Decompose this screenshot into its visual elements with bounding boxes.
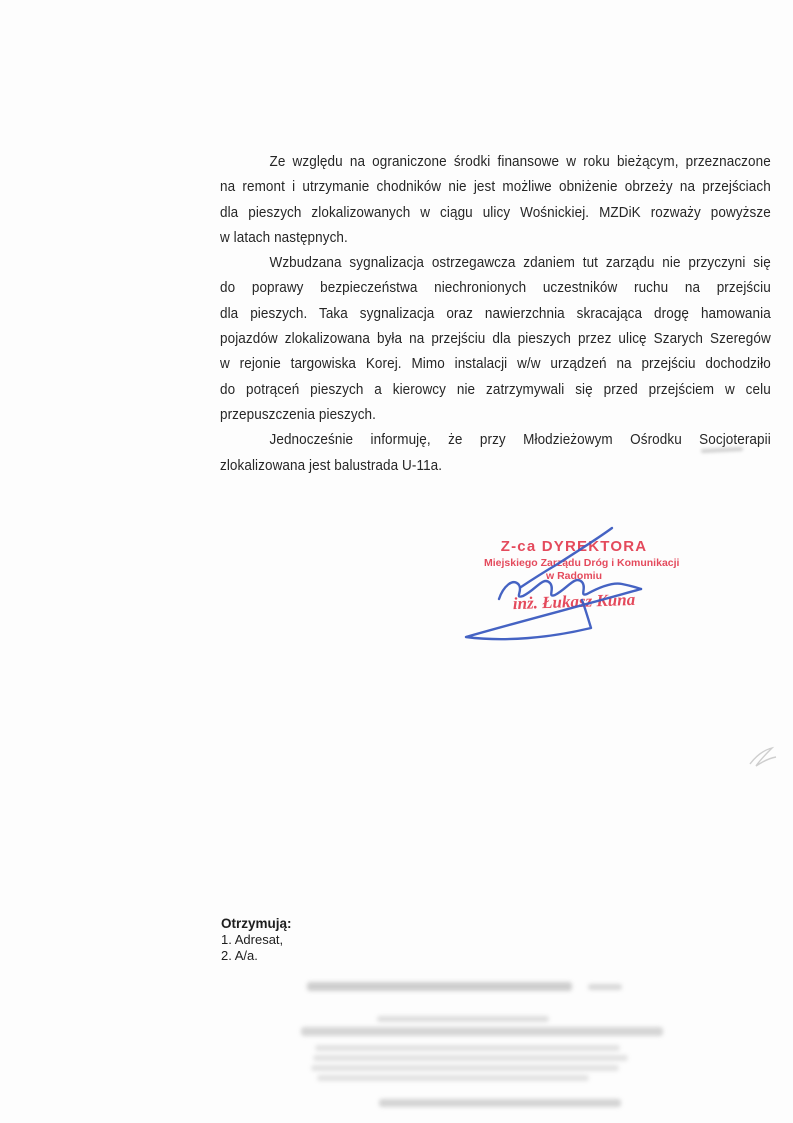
ghost-text-line: [311, 1065, 619, 1071]
letter-line: w rejonie targowiska Korej. Mimo instalacji w/w urządzeń na przejściu dochodziło: [220, 355, 771, 373]
stamp-title: Z-ca DYREKTORA: [500, 538, 648, 555]
letter-body: [220, 149, 771, 478]
letter-line: Wzbudzana sygnalizacja ostrzegawcza zdaniem tut zarządu nie przyczyni się: [269, 254, 771, 272]
handwritten-signature: [455, 515, 655, 645]
distribution-list: [221, 916, 292, 964]
ghost-text-line: [301, 1027, 663, 1036]
stamp-organization: Miejskiego Zarządu Dróg i Komunikacji: [484, 557, 680, 569]
letter-line: przepuszczenia pieszych.: [220, 405, 376, 423]
letter-line: do poprawy bezpieczeństwa niechronionych uczestników ruchu na przejściu: [220, 279, 771, 297]
stamp-signer-name: inż. Łukasz Kuna: [512, 589, 636, 614]
ghost-text-line: [307, 982, 572, 991]
ghost-text-line: [379, 1099, 621, 1107]
ghost-text-line: [315, 1045, 620, 1051]
letter-line: dla pieszych zlokalizowanych w ciągu ulicy Wośnickiej. MZDiK rozważy powyższe: [220, 203, 771, 221]
ghost-text-line: [588, 984, 622, 990]
letter-line: pojazdów zlokalizowana była na przejściu dla pieszych przez ulicę Szarych Szeregów: [220, 330, 771, 348]
signature-flourish-stroke: [521, 528, 612, 587]
distribution-heading: Otrzymują:: [221, 916, 292, 931]
scan-squiggle-mark: [746, 742, 780, 772]
letter-line: w latach następnych.: [220, 228, 348, 246]
letter-line: do potrąceń pieszych a kierowcy nie zatrzymywali się przed przejściem w celu: [220, 380, 771, 398]
ghost-text-line: [313, 1055, 628, 1061]
letter-line: zlokalizowana jest balustrada U-11a.: [220, 456, 443, 474]
distribution-item: 2. A/a.: [221, 948, 258, 963]
ghost-text-line: [317, 1075, 589, 1081]
stamp-city: w Radomiu: [545, 570, 602, 582]
distribution-item: 1. Adresat,: [221, 932, 284, 947]
letter-line: na remont i utrzymanie chodników nie jest możliwe obniżenie obrzeży na przejściach: [220, 178, 771, 196]
letter-line: Ze względu na ograniczone środki finansowe w roku bieżącym, przeznaczone: [269, 153, 771, 170]
letter-line: Jednocześnie informuję, że przy Młodzieżowym Ośrodku Socjoterapii: [269, 431, 771, 449]
letter-line: dla pieszych. Taka sygnalizacja oraz nawierzchnia skracająca drogę hamowania: [220, 304, 771, 322]
ghost-text-line: [377, 1016, 549, 1022]
